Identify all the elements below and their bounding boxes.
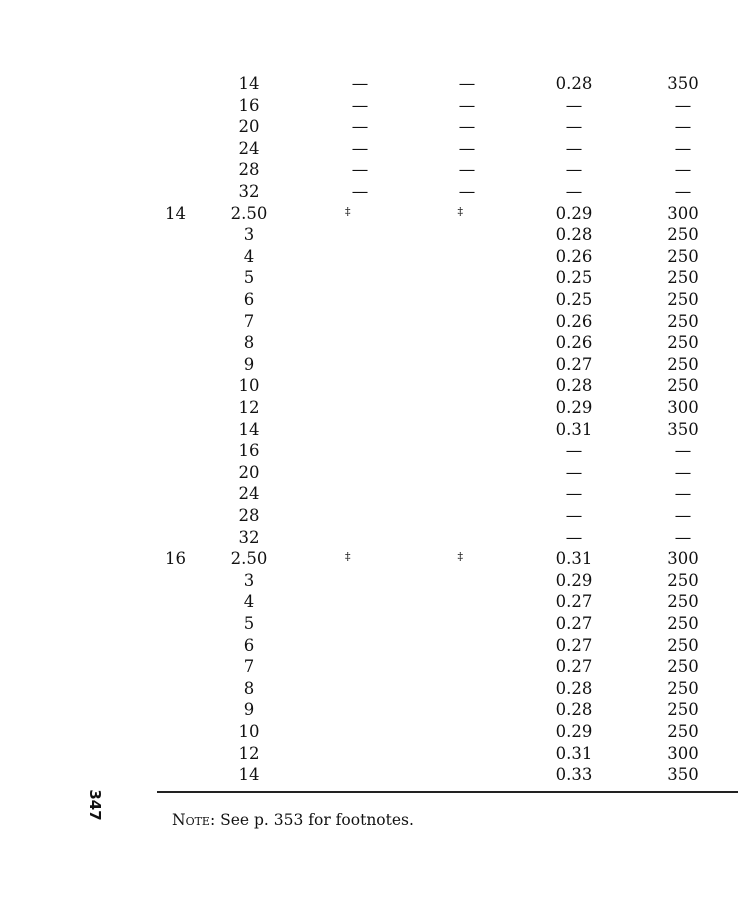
table-cell-c4: 0.29 bbox=[555, 722, 593, 741]
table-cell-c4: 0.26 bbox=[555, 246, 593, 266]
table-row bbox=[0, 591, 738, 612]
table-bottom-rule bbox=[157, 791, 738, 793]
table-row bbox=[0, 527, 738, 548]
table-cell-c5: — bbox=[674, 441, 692, 461]
table-row bbox=[0, 267, 738, 288]
table-cell-c4: — bbox=[565, 95, 583, 115]
table-row bbox=[0, 289, 738, 310]
table-cell-c2: ‡ bbox=[345, 550, 351, 564]
table-cell-c1: 12 bbox=[238, 743, 260, 763]
table-cell-c1: 20 bbox=[238, 117, 260, 137]
table-cell-c1: 12 bbox=[238, 398, 260, 417]
table-cell-c5: 250 bbox=[667, 354, 699, 374]
table-cell-c1: 10 bbox=[238, 722, 260, 741]
table-cell-c4: 0.29 bbox=[555, 398, 593, 417]
table-row bbox=[0, 440, 738, 461]
table-cell-c4: 0.25 bbox=[555, 268, 593, 288]
table-row bbox=[0, 159, 738, 180]
table-cell-c4: 0.27 bbox=[555, 592, 593, 612]
table-row bbox=[0, 678, 738, 699]
table-cell-c1: 6 bbox=[243, 290, 255, 309]
table-cell-c1: 9 bbox=[243, 700, 255, 720]
table-cell-c1: 7 bbox=[243, 657, 255, 677]
table-cell-c3: — bbox=[458, 74, 476, 93]
table-cell-c5: — bbox=[674, 484, 692, 504]
table-cell-c1: 20 bbox=[238, 462, 260, 482]
table-cell-c5: 250 bbox=[667, 376, 699, 396]
table-cell-c4: — bbox=[565, 182, 583, 201]
table-cell-c3: — bbox=[458, 138, 476, 158]
table-cell-c3: — bbox=[458, 95, 476, 115]
table-cell-c2: — bbox=[351, 182, 369, 201]
table-cell-c5: 300 bbox=[667, 549, 699, 569]
table-cell-c2: — bbox=[351, 95, 369, 115]
table-cell-c2: — bbox=[351, 160, 369, 180]
table-cell-c1: 24 bbox=[238, 484, 260, 504]
table-cell-c1: 8 bbox=[243, 333, 255, 353]
table-cell-c1: 4 bbox=[243, 246, 255, 266]
table-row bbox=[0, 505, 738, 526]
table-cell-c1: 32 bbox=[238, 527, 260, 547]
table-cell-c4: 0.31 bbox=[555, 743, 593, 763]
table-cell-c5: 250 bbox=[667, 722, 699, 741]
table-cell-c4: — bbox=[565, 527, 583, 547]
table-cell-c4: — bbox=[565, 138, 583, 158]
table-cell-c5: 250 bbox=[667, 614, 699, 633]
table-row bbox=[0, 138, 738, 159]
table-cell-c1: 2.50 bbox=[230, 549, 268, 569]
table-cell-c5: 350 bbox=[667, 419, 699, 439]
table-cell-c5: 250 bbox=[667, 225, 699, 245]
table-cell-c4: 0.28 bbox=[555, 376, 593, 396]
table-cell-c4: 0.28 bbox=[555, 74, 593, 93]
table-cell-c5: 250 bbox=[667, 246, 699, 266]
table-cell-c4: 0.29 bbox=[555, 570, 593, 590]
table-cell-c5: — bbox=[674, 506, 692, 525]
table-cell-c5: 300 bbox=[667, 743, 699, 763]
table-cell-c4: — bbox=[565, 484, 583, 504]
table-cell-c5: 250 bbox=[667, 592, 699, 612]
table-cell-c4: — bbox=[565, 441, 583, 461]
table-cell-c5: 250 bbox=[667, 570, 699, 590]
table-cell-c5: — bbox=[674, 95, 692, 115]
table-cell-c4: 0.25 bbox=[555, 290, 593, 309]
table-row bbox=[0, 570, 738, 591]
table-cell-c5: — bbox=[674, 527, 692, 547]
table-cell-c4: — bbox=[565, 462, 583, 482]
table-cell-c4: 0.28 bbox=[555, 700, 593, 720]
table-cell-c5: — bbox=[674, 462, 692, 482]
table-row bbox=[0, 764, 738, 785]
table-cell-c1: 4 bbox=[243, 592, 255, 612]
table-cell-c1: 32 bbox=[238, 182, 260, 201]
table-row bbox=[0, 246, 738, 267]
table-cell-c5: 250 bbox=[667, 268, 699, 288]
table-row bbox=[0, 743, 738, 764]
table-cell-c5: — bbox=[674, 138, 692, 158]
table-row bbox=[0, 613, 738, 634]
table-cell-c5: — bbox=[674, 117, 692, 137]
table-cell-c2: ‡ bbox=[345, 204, 351, 218]
table-row bbox=[0, 397, 738, 418]
table-row bbox=[0, 224, 738, 245]
table-row bbox=[0, 354, 738, 375]
table-row bbox=[0, 332, 738, 353]
table-cell-c3: — bbox=[458, 182, 476, 201]
table-cell-c4: 0.29 bbox=[555, 203, 593, 223]
table-row bbox=[0, 95, 738, 116]
table-cell-c5: — bbox=[674, 160, 692, 180]
table-cell-c5: 300 bbox=[667, 203, 699, 223]
table-row bbox=[0, 721, 738, 742]
table-cell-c4: — bbox=[565, 160, 583, 180]
table-cell-c5: 300 bbox=[667, 398, 699, 417]
table-cell-c5: 250 bbox=[667, 333, 699, 353]
table-row bbox=[0, 548, 738, 569]
table-cell-c4: 0.31 bbox=[555, 419, 593, 439]
table-cell-c5: 250 bbox=[667, 657, 699, 677]
table-row bbox=[0, 656, 738, 677]
table-cell-c5: 350 bbox=[667, 74, 699, 93]
table-cell-c1: 10 bbox=[238, 376, 260, 396]
table-cell-c5: — bbox=[674, 182, 692, 201]
table-cell-c4: 0.26 bbox=[555, 311, 593, 331]
table-cell-c1: 28 bbox=[238, 506, 260, 525]
note-label: Note bbox=[172, 811, 210, 829]
table-cell-c5: 250 bbox=[667, 311, 699, 331]
table-cell-c1: 14 bbox=[238, 765, 260, 785]
table-cell-c1: 14 bbox=[238, 74, 260, 93]
table-cell-c3: ‡ bbox=[457, 550, 463, 564]
table-cell-c1: 6 bbox=[243, 635, 255, 655]
table-cell-c4: 0.33 bbox=[555, 765, 593, 785]
table-cell-c1: 16 bbox=[238, 95, 260, 115]
table-cell-c4: — bbox=[565, 506, 583, 525]
table-cell-c0: 14 bbox=[165, 203, 186, 223]
table-cell-c3: — bbox=[458, 117, 476, 137]
table-note bbox=[172, 810, 414, 830]
table-cell-c2: — bbox=[351, 138, 369, 158]
table-cell-c1: 14 bbox=[238, 419, 260, 439]
table-cell-c5: 250 bbox=[667, 290, 699, 309]
table-cell-c2: — bbox=[351, 74, 369, 93]
table-cell-c1: 2.50 bbox=[230, 203, 268, 223]
table-cell-c4: 0.31 bbox=[555, 549, 593, 569]
table-cell-c0: 16 bbox=[165, 549, 186, 569]
table-cell-c1: 3 bbox=[243, 570, 255, 590]
table-cell-c1: 28 bbox=[238, 160, 260, 180]
table-row bbox=[0, 483, 738, 504]
table-row bbox=[0, 116, 738, 137]
table-row bbox=[0, 462, 738, 483]
table-cell-c4: 0.28 bbox=[555, 225, 593, 245]
note-text: : See p. 353 for footnotes. bbox=[209, 811, 414, 829]
table-cell-c1: 8 bbox=[243, 678, 255, 698]
table-cell-c2: — bbox=[351, 117, 369, 137]
table-cell-c4: 0.26 bbox=[555, 333, 593, 353]
page-number: 347 bbox=[86, 789, 104, 821]
table-cell-c4: 0.27 bbox=[555, 614, 593, 633]
table-row bbox=[0, 699, 738, 720]
table-cell-c4: 0.27 bbox=[555, 657, 593, 677]
table-row bbox=[0, 375, 738, 396]
table-cell-c1: 16 bbox=[238, 441, 260, 461]
table-cell-c3: ‡ bbox=[457, 204, 463, 218]
table-cell-c4: — bbox=[565, 117, 583, 137]
table-cell-c4: 0.27 bbox=[555, 354, 593, 374]
table-cell-c5: 250 bbox=[667, 678, 699, 698]
table-cell-c1: 7 bbox=[243, 311, 255, 331]
table-cell-c1: 5 bbox=[243, 614, 255, 633]
table-cell-c1: 24 bbox=[238, 138, 260, 158]
table-cell-c5: 250 bbox=[667, 700, 699, 720]
table-cell-c5: 250 bbox=[667, 635, 699, 655]
table-cell-c5: 350 bbox=[667, 765, 699, 785]
table-row bbox=[0, 419, 738, 440]
table-cell-c1: 3 bbox=[243, 225, 255, 245]
table-cell-c3: — bbox=[458, 160, 476, 180]
table-row bbox=[0, 203, 738, 224]
table-cell-c1: 9 bbox=[243, 354, 255, 374]
table-row bbox=[0, 635, 738, 656]
table-cell-c4: 0.27 bbox=[555, 635, 593, 655]
table-row bbox=[0, 311, 738, 332]
table-cell-c4: 0.28 bbox=[555, 678, 593, 698]
table-row bbox=[0, 73, 738, 94]
table-row bbox=[0, 181, 738, 202]
table-cell-c1: 5 bbox=[243, 268, 255, 288]
